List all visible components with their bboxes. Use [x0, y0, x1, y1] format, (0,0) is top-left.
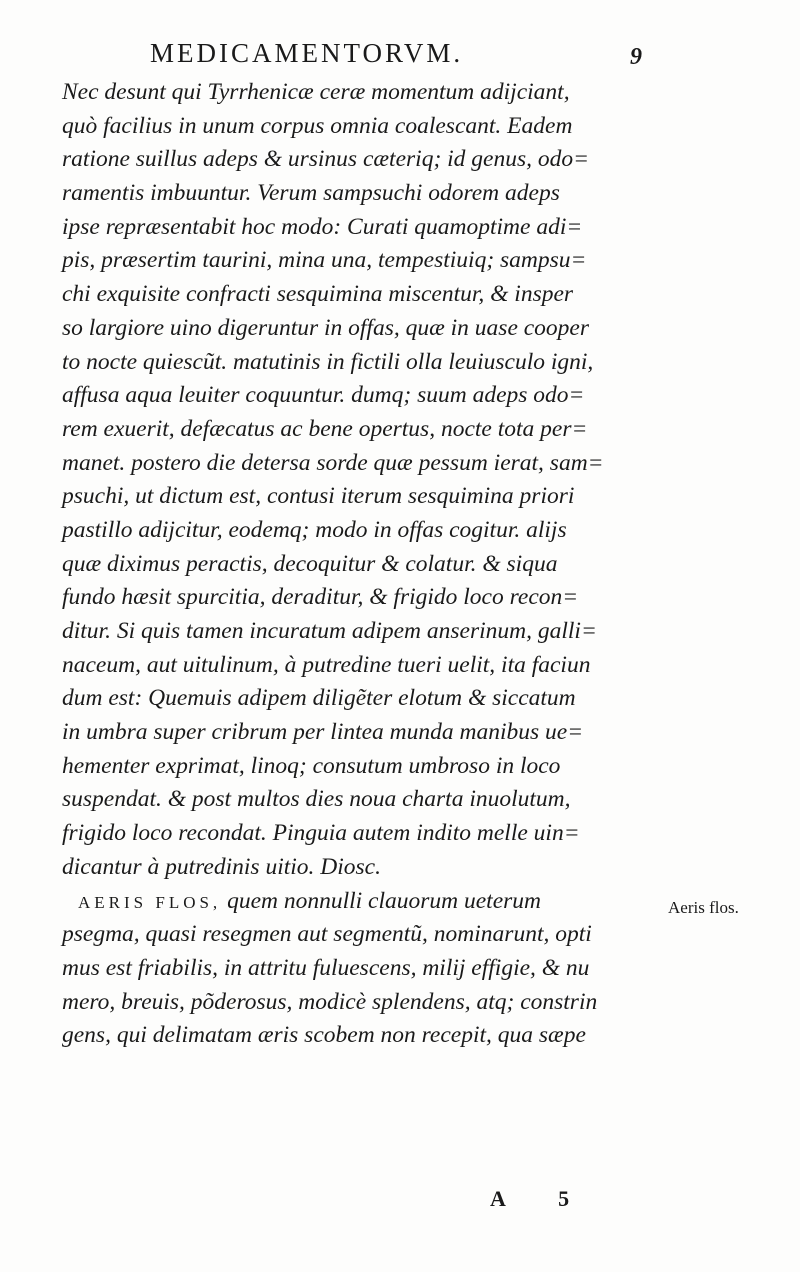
text-line: Nec desunt qui Tyrrhenicæ ceræ momentum adijciant, — [62, 79, 570, 105]
text-line: ramentis imbuuntur. Verum sampsuchi odorem adeps — [62, 180, 560, 207]
text-line: ratione suillus adeps & ursinus cæteriq; id genus, odo= — [62, 146, 589, 173]
text-line: rem exuerit, defæcatus ac bene opertus, nocte tota per= — [62, 415, 588, 442]
text-line: manet. postero die detersa sorde quæ pessum ierat, sam= — [62, 449, 604, 476]
text-line: chi exquisite confracti sesquimina miscentur, & insper — [62, 281, 574, 308]
body-text — [62, 76, 662, 1053]
text-line: suspendat. & post multos dies noua charta inuolutum, — [62, 786, 571, 813]
text-line: hementer exprimat, linoq; consutum umbroso in loco — [62, 752, 561, 779]
text-line: naceum, aut uitulinum, à putredine tueri uelit, ita faciun — [62, 651, 591, 678]
text-line: so largiore uino digeruntur in offas, quæ in uase cooper — [62, 314, 590, 341]
text-line: psuchi, ut dictum est, contusi iterum sesquimina priori — [62, 483, 575, 510]
text-line: affusa aqua leuiter coquuntur. dumq; suum adeps odo= — [62, 382, 585, 409]
text-line: quò facilius in unum corpus omnia coalescant. Eadem — [62, 112, 573, 139]
text-line: ditur. Si quis tamen incuratum adipem anserinum, galli= — [62, 618, 597, 644]
text-line: mero, breuis, põderosus, modicè splendens, atq; constrin — [62, 988, 598, 1015]
text-line: dicantur à putredinis uitio. Diosc. — [62, 853, 381, 880]
text-line: dum est: Quemuis adipem diligẽter elotum & siccatum — [62, 685, 576, 712]
signature-mark: A 5 — [490, 1186, 594, 1211]
text-line: quæ diximus peractis, decoquitur & colatur. & siqua — [62, 550, 558, 577]
text-line: psegma, quasi resegmen aut segmentũ, nominarunt, opti — [62, 921, 592, 948]
text-line: fundo hæsit spurcitia, deraditur, & frigido loco recon= — [62, 584, 579, 611]
text-line: mus est friabilis, in attritu fuluescens, milij effigie, & nu — [62, 954, 590, 981]
section-heading-text: quem nonnulli clauorum ueterum — [227, 887, 542, 914]
text-line: pastillo adijcitur, eodemq; modo in offas cogitur. alijs — [62, 516, 567, 543]
marginal-note: Aeris flos. — [668, 898, 739, 917]
section-heading: AERIS FLOS, — [78, 892, 222, 912]
text-line: gens, qui delimatam æris scobem non recepit, qua sæpe — [62, 1022, 586, 1049]
text-line: in umbra super cribrum per lintea munda manibus ue= — [62, 719, 584, 746]
text-line: frigido loco recondat. Pinguia autem indito melle uin= — [62, 820, 580, 847]
text-line: pis, præsertim taurini, mina una, tempestiuiq; sampsu= — [62, 247, 587, 274]
text-line: ipse repræsentabit hoc modo: Curati quamoptime adi= — [62, 213, 583, 240]
text-line: to nocte quiescũt. matutinis in fictili olla leuiusculo igni, — [62, 348, 594, 375]
running-head: MEDICAMENTORVM. — [150, 38, 464, 68]
page-number: 9 — [630, 44, 642, 70]
section-heading-line — [62, 885, 662, 919]
